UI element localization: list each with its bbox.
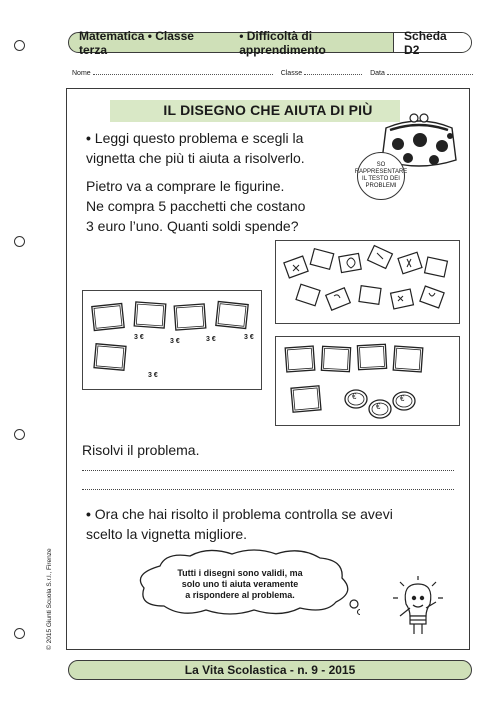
answer-line[interactable] (82, 470, 454, 471)
problem-line-2: Ne compra 5 pacchetti che costano (86, 198, 306, 214)
name-label: Nome (72, 70, 91, 77)
bullet: • (86, 506, 91, 522)
topic-label: • Difficoltà di apprendimento (239, 28, 326, 57)
coin-symbol: € (352, 392, 357, 401)
footer: La Vita Scolastica - n. 9 - 2015 (68, 660, 472, 680)
copyright: © 2015 Giunti Scuola S.r.l., Firenze (46, 548, 53, 650)
instruction-line-1: Leggi questo problema e scegli la (94, 130, 304, 146)
scattered-cards-illustration (276, 241, 459, 323)
subject-label: Matematica • Classe terza (79, 28, 194, 57)
cloud-text (150, 568, 330, 601)
binder-hole (14, 429, 25, 440)
price-label: 3 € (134, 334, 144, 341)
check-line-2: scelto la vignetta migliore. (86, 526, 248, 542)
vignette-scattered-cards[interactable] (275, 240, 460, 324)
answer-line[interactable] (82, 489, 454, 490)
binder-hole (14, 628, 25, 639)
class-field[interactable] (304, 68, 362, 75)
cloud-line-3: a rispondere al problema. (185, 590, 295, 600)
cards-and-coins-illustration (276, 337, 459, 425)
instruction-text (86, 128, 305, 168)
coin-symbol: € (376, 402, 381, 411)
sheet-label: Scheda D2 (393, 33, 471, 52)
cloud-line-2: solo uno ti aiuta veramente (181, 579, 299, 589)
date-field[interactable] (387, 68, 473, 75)
skill-badge (354, 152, 408, 200)
date-label: Data (370, 70, 385, 77)
page-title: IL DISEGNO CHE AIUTA DI PIÙ (163, 102, 373, 118)
vignette-cards-and-coins[interactable] (275, 336, 460, 426)
price-label: 3 € (244, 334, 254, 341)
coin-symbol: € (400, 394, 405, 403)
cloud-line-1: Tutti i disegni sono validi, ma (177, 568, 303, 578)
lightbulb-icon (392, 576, 444, 638)
name-field[interactable] (93, 68, 273, 75)
binder-hole (14, 236, 25, 247)
instruction-line-2: vignetta che più ti aiuta a risolverlo. (86, 150, 305, 166)
problem-text (86, 176, 305, 236)
name-row (72, 68, 473, 77)
problem-line-1: Pietro va a comprare le figurine. (86, 178, 285, 194)
price-label: 3 € (170, 338, 180, 345)
header-bar (68, 28, 472, 57)
bullet: • (86, 130, 91, 146)
price-label: 3 € (148, 372, 158, 379)
skill-badge-text: SO RAPPRESENTARE IL TESTO DEI PROBLEMI (354, 162, 408, 189)
solve-label: Risolvi il problema. (82, 442, 200, 458)
price-label: 3 € (206, 336, 216, 343)
binder-hole (14, 40, 25, 51)
check-line-1: Ora che hai risolto il problema controlla se avevi (94, 506, 393, 522)
class-label: Classe (280, 70, 303, 77)
problem-line-3: 3 euro l’uno. Quanti soldi spende? (86, 218, 299, 234)
check-text (86, 504, 393, 544)
